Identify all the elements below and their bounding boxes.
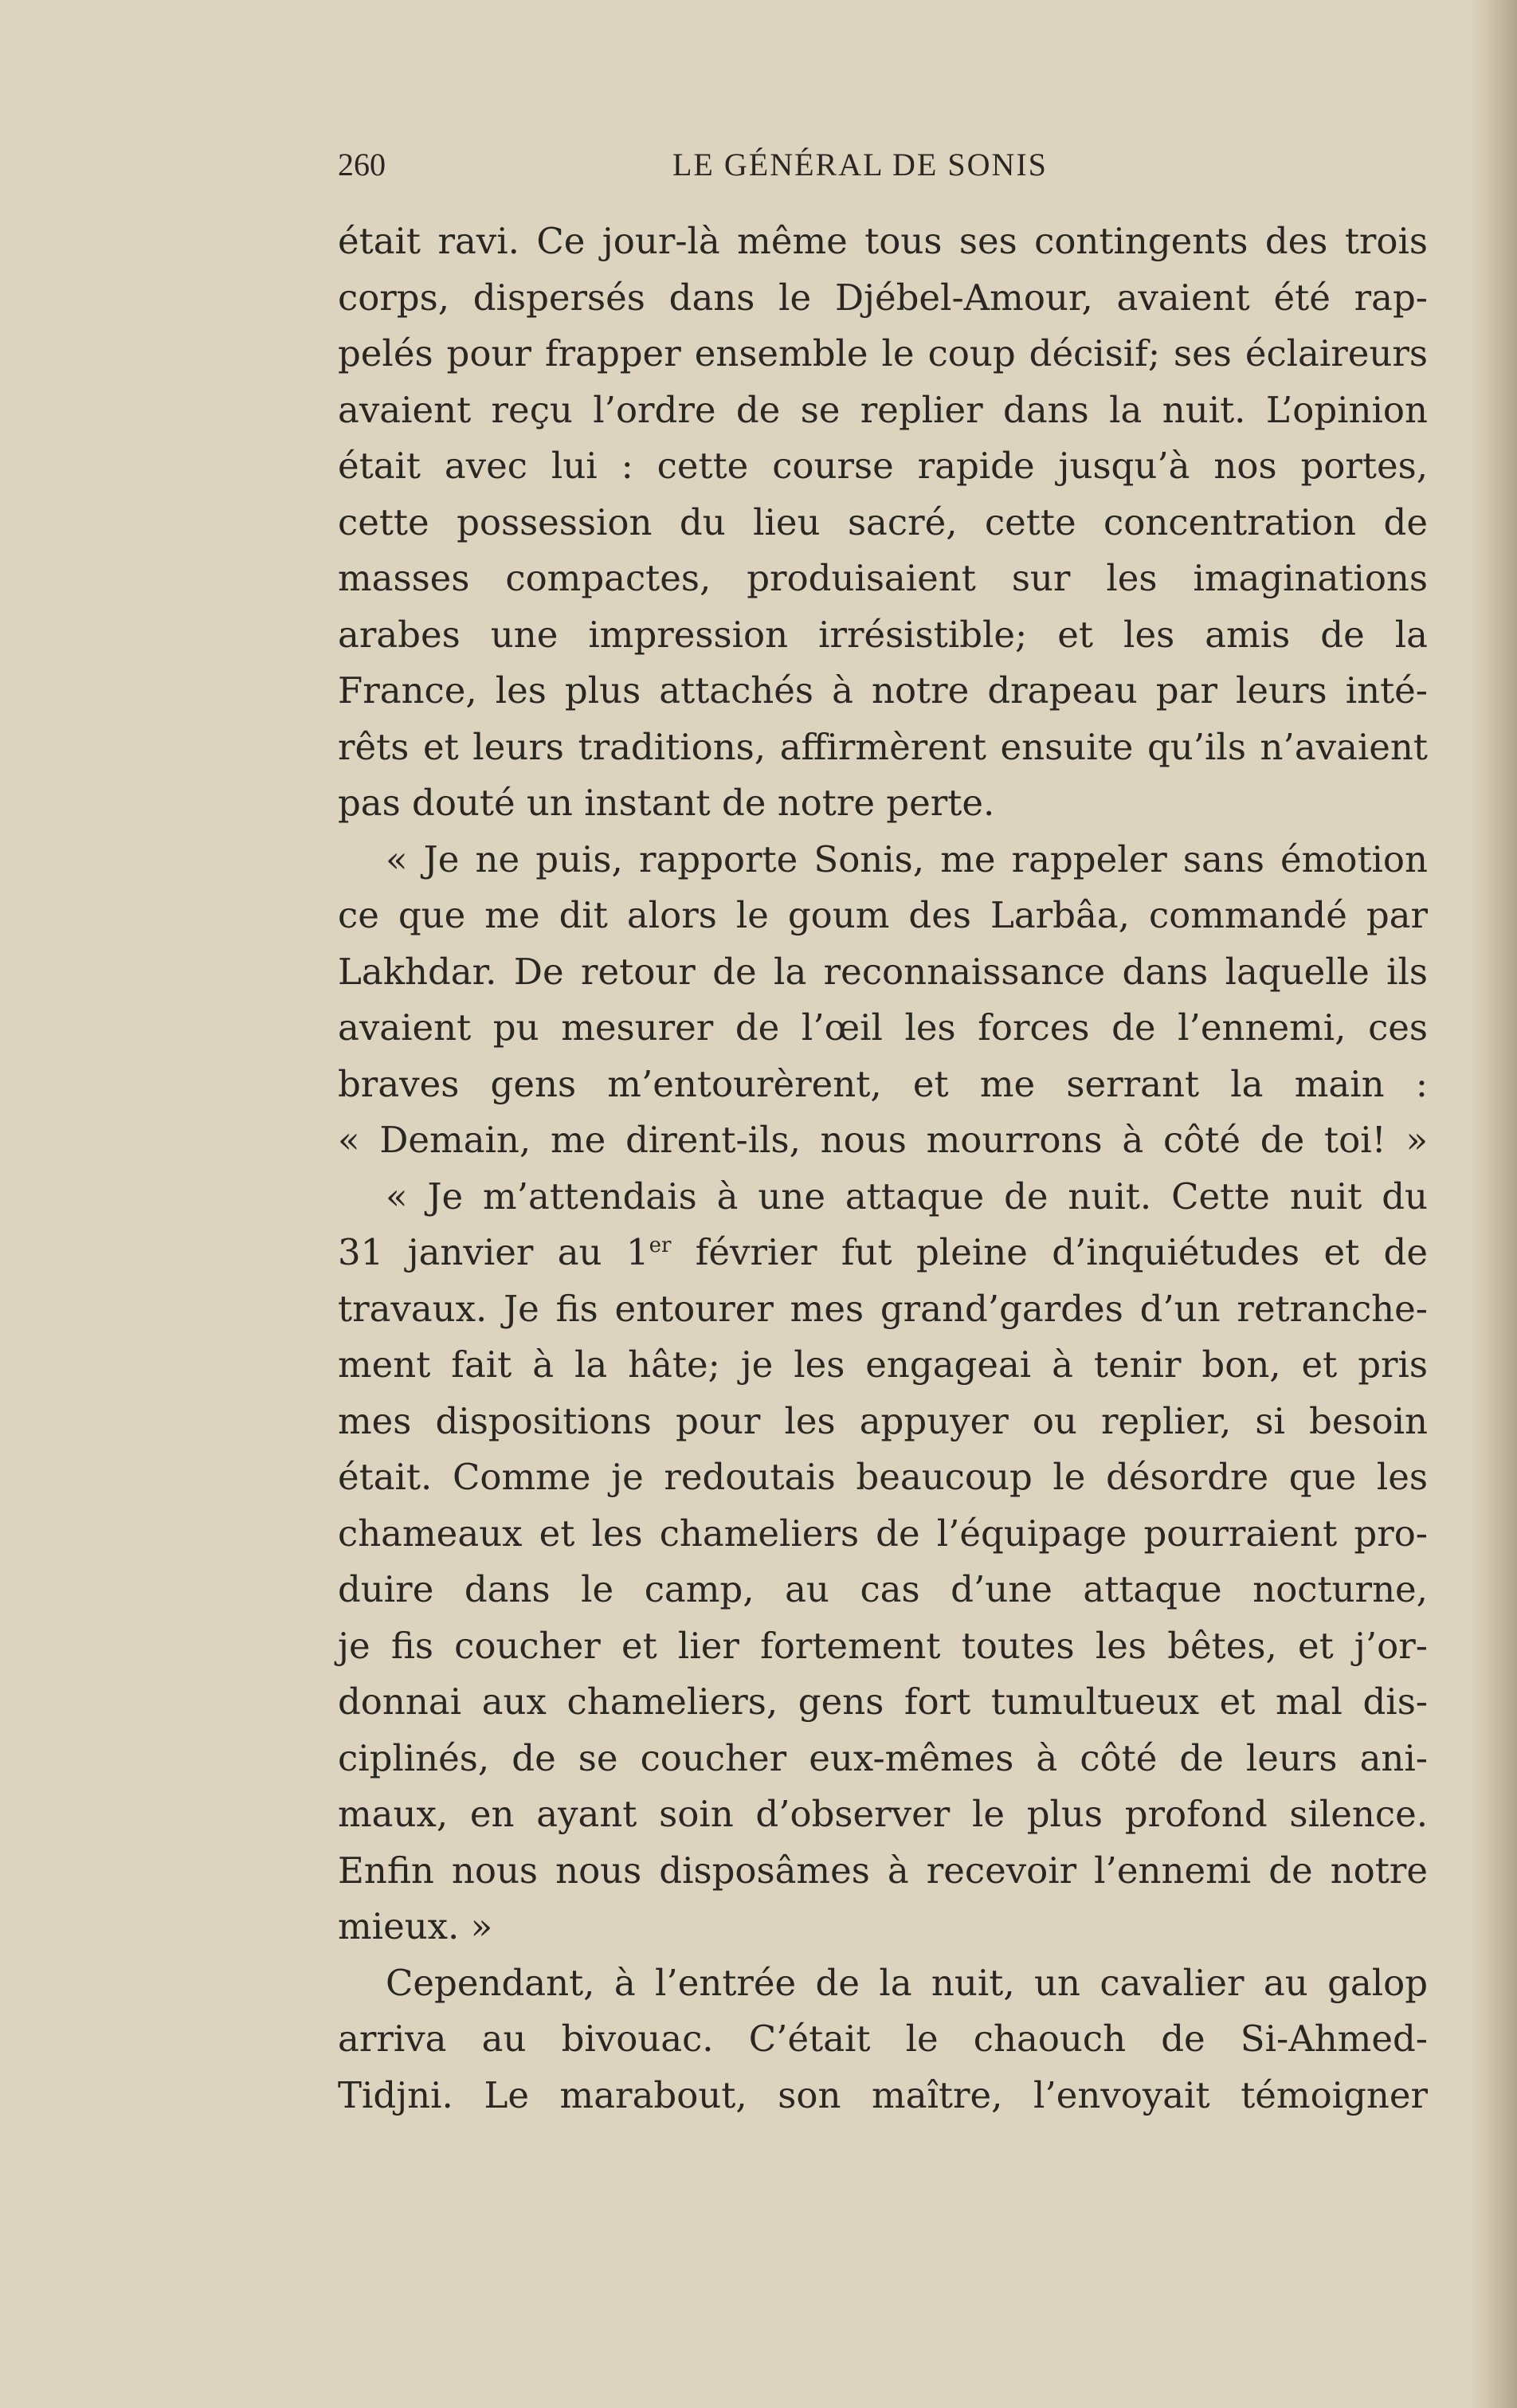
paragraph-start-line: Cependant, à l’entrée de la nuit, un cavalier au galop xyxy=(386,1961,1428,2004)
text-line: rêts et leurs traditions, affirmèrent ensuite qu’ils n’avaient xyxy=(338,725,1428,768)
text-line: donnai aux chameliers, gens fort tumultueux et mal dis- xyxy=(338,1681,1428,1723)
text-line: pelés pour frapper ensemble le coup décisif; ses éclaireurs xyxy=(338,332,1428,375)
text-line: était avec lui : cette course rapide jusqu’à nos portes, xyxy=(338,445,1428,487)
paragraph-end-line: mieux. » xyxy=(338,1905,493,1947)
paragraph-start-line: « Je m’attendais à une attaque de nuit. Cette nuit du xyxy=(386,1175,1428,1218)
text-line: mes dispositions pour les appuyer ou replier, si besoin xyxy=(338,1399,1428,1442)
text-line: je fis coucher et lier fortement toutes les bêtes, et j’or- xyxy=(338,1624,1428,1667)
paragraph-end-line: pas douté un instant de notre perte. xyxy=(338,782,995,824)
ordinal-superscript: er xyxy=(649,1233,672,1257)
text-line: corps, dispersés dans le Djébel-Amour, avaient été rap- xyxy=(338,276,1428,319)
text-line: cette possession du lieu sacré, cette concentration de xyxy=(338,500,1428,543)
text-line: avaient pu mesurer de l’œil les forces de l’ennemi, ces xyxy=(338,1006,1428,1049)
text-line: ce que me dit alors le goum des Larbâa, commandé par xyxy=(338,894,1428,936)
text-line: avaient reçu l’ordre de se replier dans la nuit. L’opinion xyxy=(338,388,1428,431)
text-line: France, les plus attachés à notre drapeau par leurs inté- xyxy=(338,669,1428,712)
text-line: était. Comme je redoutais beaucoup le désordre que les xyxy=(338,1456,1428,1498)
text-line: Enfin nous nous disposâmes à recevoir l’ennemi de notre xyxy=(338,1849,1428,1892)
text-line: « Demain, me dirent-ils, nous mourrons à côté de toi! » xyxy=(338,1119,1428,1161)
text-line: arabes une impression irrésistible; et les amis de la xyxy=(338,613,1428,656)
paragraph-start-line: « Je ne puis, rapporte Sonis, me rappeler sans émotion xyxy=(386,837,1428,880)
page-edge-shadow xyxy=(1469,0,1517,2408)
text-line-with-ordinal xyxy=(338,1225,1428,1281)
page-number: 260 xyxy=(338,147,386,182)
text-line: braves gens m’entourèrent, et me serrant la main : xyxy=(338,1062,1428,1105)
text-line: Lakhdar. De retour de la reconnaissance dans laquelle ils xyxy=(338,950,1428,993)
running-head: LE GÉNÉRAL DE SONIS xyxy=(672,147,1048,182)
line-text-after-ordinal: février fut pleine d’inquiétudes et de xyxy=(671,1231,1428,1273)
text-line: arriva au bivouac. C’était le chaouch de Si-Ahmed- xyxy=(338,2018,1428,2060)
text-line: travaux. Je fis entourer mes grand’gardes d’un retranche- xyxy=(338,1287,1428,1330)
text-line: maux, en ayant soin d’observer le plus profond silence. xyxy=(338,1793,1428,1835)
line-text-before-ordinal: 31 janvier au 1 xyxy=(338,1231,649,1273)
text-line: ciplinés, de se coucher eux-mêmes à côté de leurs ani- xyxy=(338,1736,1428,1779)
text-line: chameaux et les chameliers de l’équipage pourraient pro- xyxy=(338,1512,1428,1555)
text-line: Tidjni. Le marabout, son maître, l’envoyait témoigner xyxy=(338,2073,1428,2116)
text-line: ment fait à la hâte; je les engageai à tenir bon, et pris xyxy=(338,1343,1428,1386)
text-line: duire dans le camp, au cas d’une attaque nocturne, xyxy=(338,1568,1428,1610)
body-text xyxy=(338,214,1428,2124)
text-line: masses compactes, produisaient sur les imaginations xyxy=(338,557,1428,599)
page-header xyxy=(338,146,1429,194)
text-line: était ravi. Ce jour-là même tous ses contingents des trois xyxy=(338,220,1428,262)
